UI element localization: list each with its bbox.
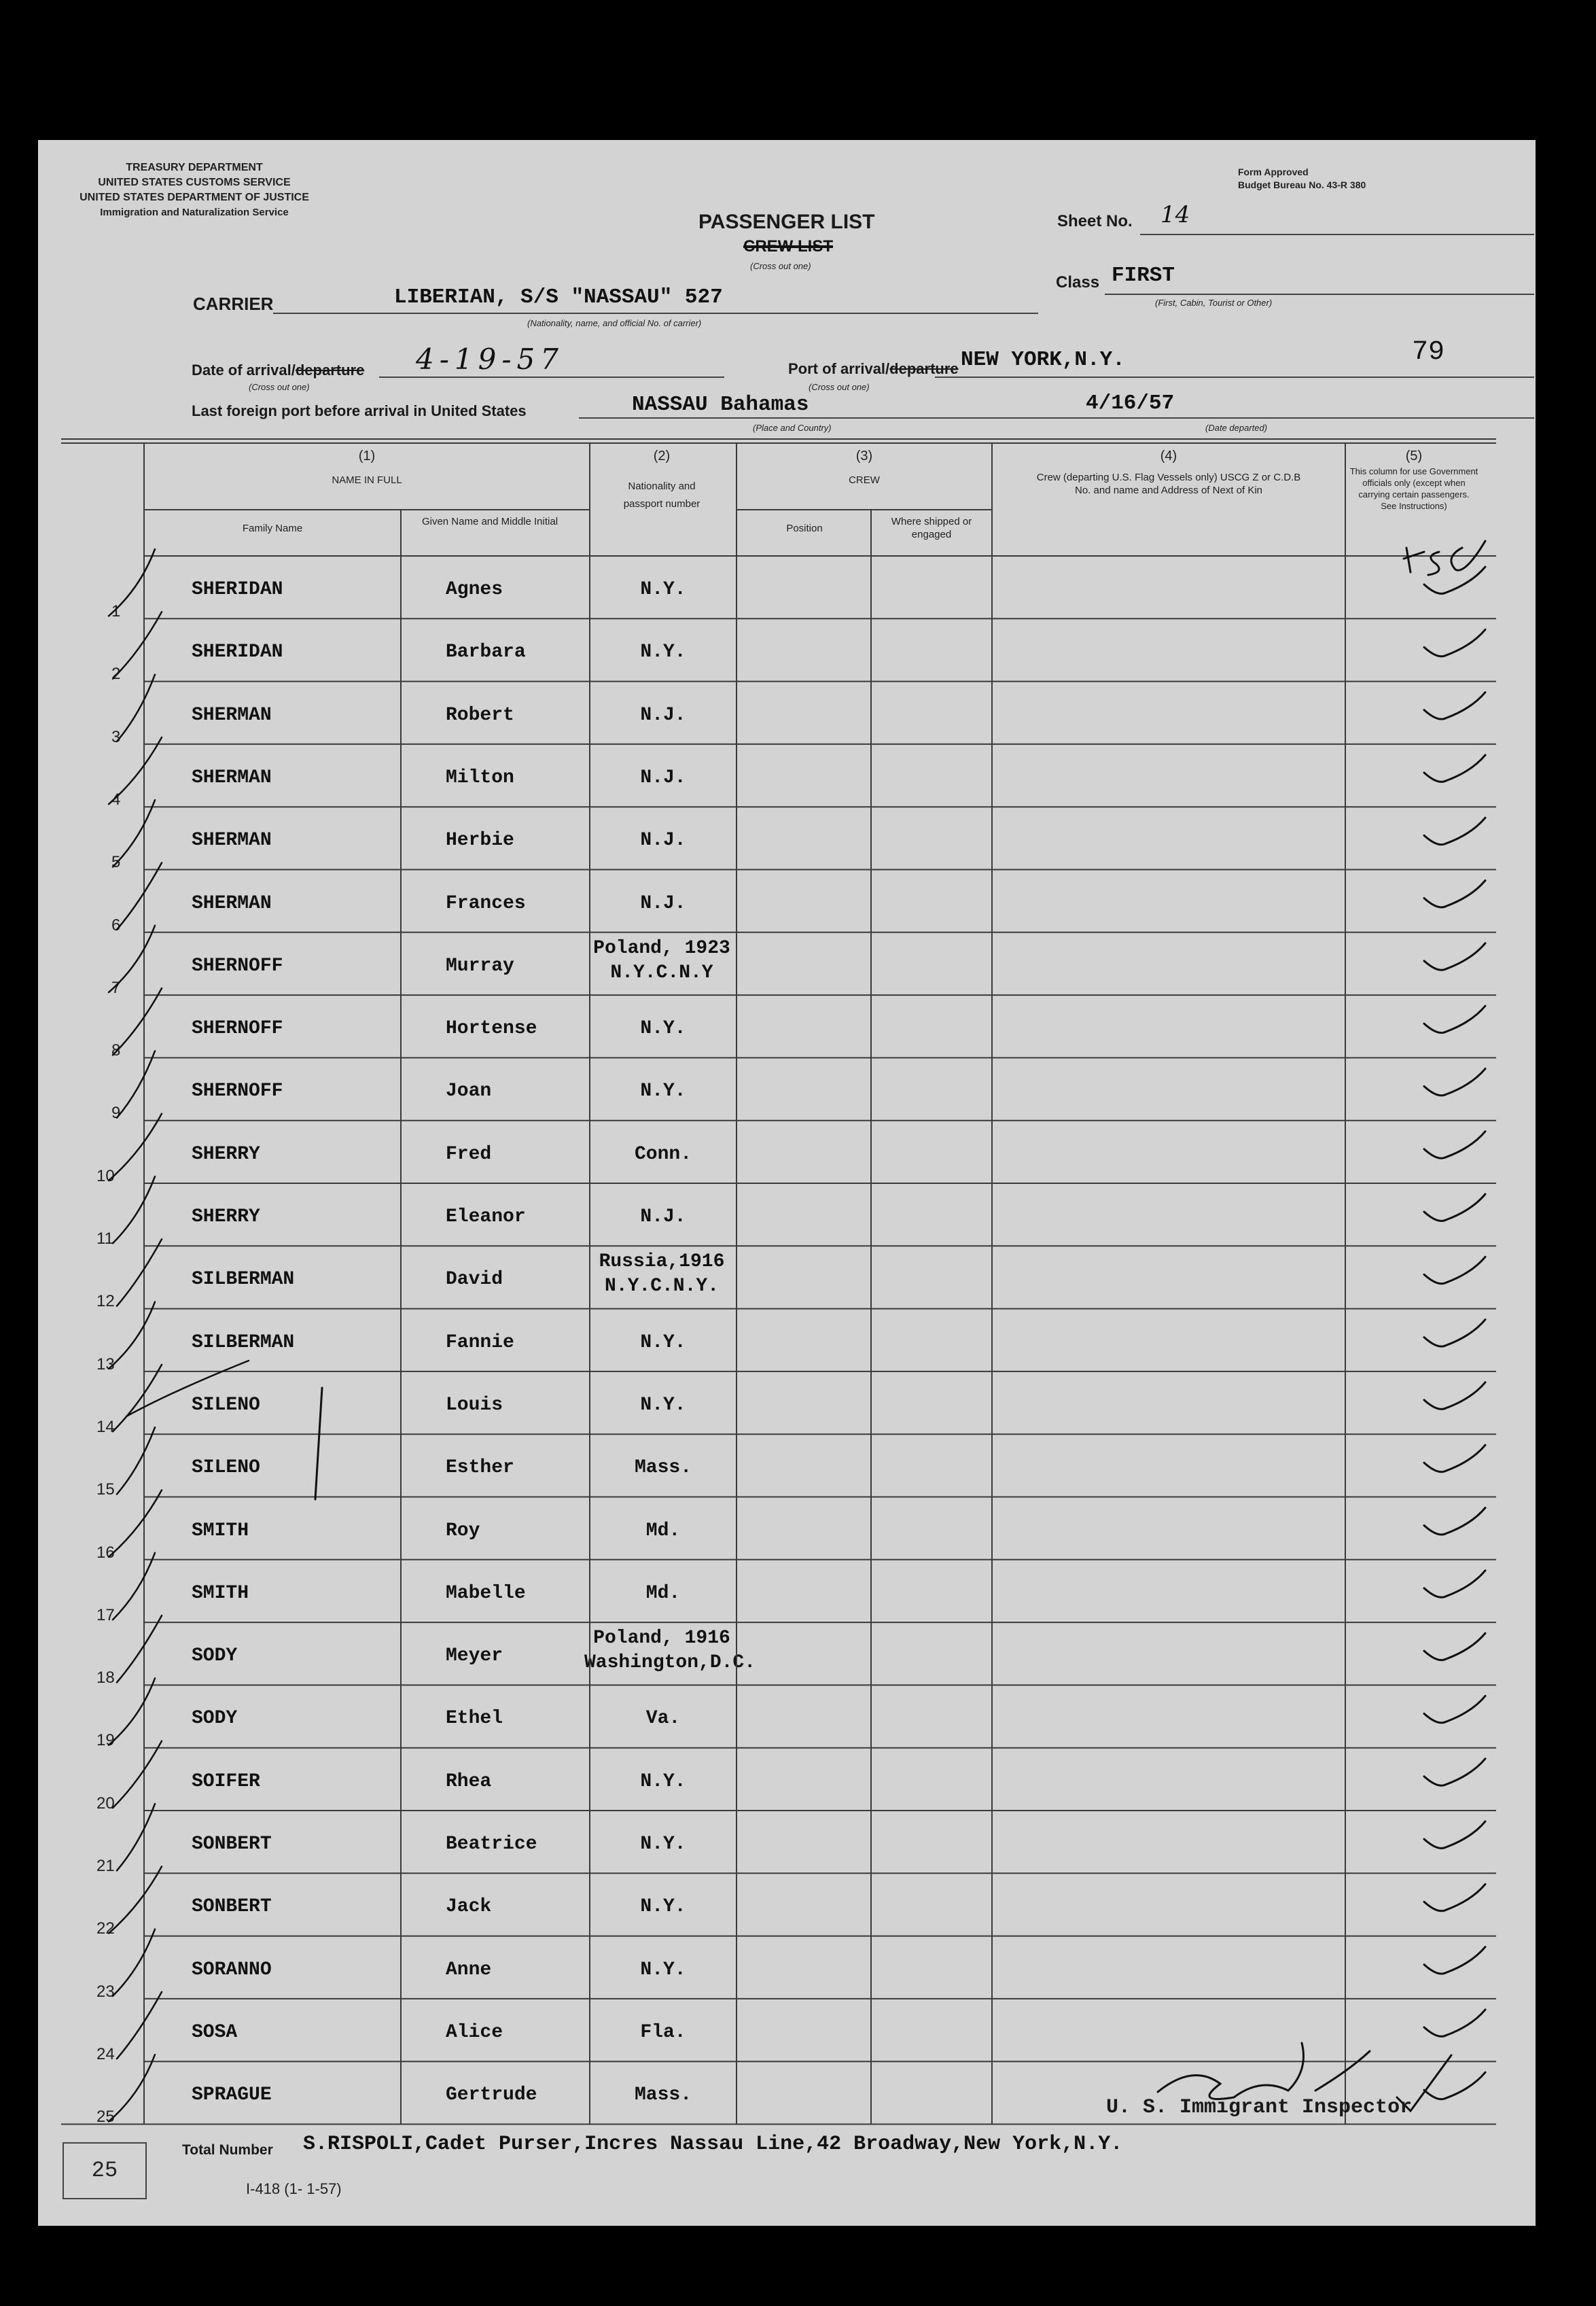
class-label: Class	[1056, 273, 1100, 292]
check-mark	[1424, 1633, 1485, 1660]
row-tick-mark	[117, 1239, 162, 1306]
check-mark	[1424, 1382, 1485, 1409]
page-title: PASSENGER LIST	[698, 211, 875, 233]
family-name: SODY	[192, 1708, 238, 1730]
justice-line: UNITED STATES DEPARTMENT OF JUSTICE	[79, 192, 309, 203]
check-mark	[1424, 1006, 1485, 1033]
row-tick-mark	[117, 1051, 155, 1117]
row-number: 21	[96, 1857, 115, 1875]
row-number: 23	[96, 1982, 115, 2001]
family-name: SORANNO	[192, 1959, 272, 1980]
customs-line: UNITED STATES CUSTOMS SERVICE	[98, 177, 291, 188]
nationality-passport: Russia,1916	[599, 1251, 725, 1273]
date-arrival-label-prefix: Date of arrival/	[192, 362, 296, 379]
given-name: Herbie	[446, 830, 514, 852]
row-tick-mark	[117, 675, 155, 741]
port-arrival-note: (Cross out one)	[809, 382, 870, 392]
row-tick-mark	[113, 800, 155, 867]
sheet-number: 14	[1160, 201, 1190, 228]
nationality: N.J.	[640, 767, 686, 788]
nationality: Mass.	[634, 1457, 692, 1479]
family-name: SHERMAN	[192, 892, 272, 914]
row-tick-mark	[113, 1929, 155, 1996]
nationality-city: N.Y.C.N.Y.	[604, 1276, 720, 1297]
nationality-city: Washington,D.C.	[584, 1652, 756, 1674]
date-arrival-note: (Cross out one)	[249, 382, 310, 392]
row-tick-mark	[117, 1804, 155, 1870]
family-name: SHERNOFF	[192, 1081, 283, 1102]
port-arrival-label-crossed: departure	[889, 360, 959, 377]
carrier-note: (Nationality, name, and official No. of carrier)	[527, 318, 702, 328]
usc-scrawl	[1404, 541, 1485, 575]
row-number: 4	[111, 790, 121, 809]
row-number: 5	[111, 853, 121, 872]
col3-number: (3)	[855, 449, 873, 464]
row-number: 24	[96, 2044, 115, 2063]
col4-title: Crew (departing U.S. Flag Vessels only) USCG Z or C.D.B No. and name and Address of Next of Kin	[1036, 472, 1301, 496]
given-name-header: Given Name and Middle Initial	[421, 516, 558, 527]
nationality: N.Y.	[640, 1834, 686, 1855]
given-name: Jack	[446, 1896, 492, 1918]
nationality: N.Y.	[640, 1896, 686, 1918]
nationality: N.J.	[640, 830, 686, 852]
row-tick-mark	[117, 1615, 162, 1682]
family-name: SONBERT	[192, 1896, 272, 1918]
family-name: SHERMAN	[192, 767, 272, 788]
given-name: Meyer	[446, 1645, 503, 1667]
row-number: 11	[96, 1229, 113, 1248]
given-name: Fred	[446, 1143, 492, 1165]
check-mark	[1424, 881, 1485, 908]
row-number: 22	[96, 1919, 115, 1938]
family-name: SHERRY	[192, 1206, 260, 1227]
row-tick-mark	[113, 988, 162, 1055]
family-name: SILENO	[192, 1394, 260, 1416]
given-name: Murray	[446, 955, 514, 977]
cross-out-note: (Cross out one)	[750, 261, 811, 271]
check-mark	[1424, 1571, 1485, 1598]
nationality: N.Y.	[640, 1394, 686, 1416]
form-number: I-418 (1- 1-57)	[246, 2180, 342, 2197]
family-name: SHERNOFF	[192, 955, 283, 977]
row-number: 19	[96, 1731, 115, 1750]
family-name: SHERMAN	[192, 830, 272, 852]
nationality: Mass.	[634, 2084, 692, 2106]
total-box	[63, 2142, 147, 2199]
col1-title: NAME IN FULL	[332, 474, 402, 486]
class-note: (First, Cabin, Tourist or Other)	[1155, 298, 1273, 308]
check-mark	[1424, 1821, 1485, 1849]
col5-number: (5)	[1405, 449, 1423, 464]
nationality: N.Y.	[640, 1770, 686, 1792]
nationality-city: N.Y.C.N.Y	[610, 962, 713, 983]
check-mark	[1424, 755, 1485, 782]
check-mark	[1424, 567, 1485, 594]
nationality: N.Y.	[640, 1959, 686, 1980]
row-number: 6	[111, 915, 121, 934]
nationality: Conn.	[634, 1143, 692, 1165]
family-name: SHERMAN	[192, 704, 272, 726]
family-name: SPRAGUE	[192, 2084, 272, 2106]
class-value: FIRST	[1112, 264, 1175, 287]
port-arrival-label-prefix: Port of arrival/	[788, 360, 890, 377]
family-name: SHERIDAN	[192, 642, 283, 663]
port-arrival-value: NEW YORK,N.Y.	[961, 348, 1125, 372]
position-header: Position	[786, 523, 823, 534]
last-port-note: (Place and Country)	[753, 423, 832, 433]
where-shipped-header: Where shipped or engaged	[891, 516, 972, 540]
row-tick-mark	[109, 1114, 162, 1181]
nationality: N.Y.	[640, 1018, 686, 1040]
last-port-label: Last foreign port before arrival in United States	[192, 402, 527, 419]
purser-line: S.RISPOLI,Cadet Purser,Incres Nassau Line,42 Broadway,New York,N.Y.	[303, 2133, 1123, 2156]
check-mark	[1424, 2072, 1485, 2099]
col3-title: CREW	[849, 474, 880, 486]
row-number: 18	[96, 1669, 115, 1688]
given-name: Beatrice	[446, 1834, 537, 1855]
date-arrival-label-crossed: departure	[295, 362, 365, 379]
row-tick-mark	[109, 926, 155, 992]
row-number: 20	[96, 1794, 115, 1813]
check-mark	[1424, 693, 1485, 720]
table-grid	[38, 140, 1536, 2226]
row-number: 17	[96, 1605, 115, 1624]
row-number: 12	[96, 1292, 115, 1311]
check-mark	[1424, 1445, 1485, 1472]
col4-number: (4)	[1160, 449, 1177, 464]
check-mark	[1424, 1257, 1485, 1284]
family-name: SMITH	[192, 1520, 249, 1541]
last-port-date-note: (Date departed)	[1205, 423, 1268, 433]
check-mark	[1424, 629, 1485, 657]
family-name: SILBERMAN	[192, 1331, 295, 1353]
row-number: 8	[111, 1041, 121, 1060]
nationality: Va.	[645, 1708, 681, 1730]
check-mark	[1424, 1884, 1485, 1911]
family-name: SMITH	[192, 1582, 249, 1604]
row-number: 7	[111, 978, 121, 997]
check-mark	[1424, 943, 1485, 971]
given-name: Gertrude	[446, 2084, 537, 2106]
last-port-value: NASSAU Bahamas	[632, 393, 809, 417]
ins-line: Immigration and Naturalization Service	[100, 207, 289, 218]
family-name: SOIFER	[192, 1770, 260, 1792]
nationality: N.Y.	[640, 1331, 686, 1353]
check-mark	[1424, 1508, 1485, 1535]
given-name: Frances	[446, 892, 526, 914]
vertical-pen-stroke	[315, 1388, 322, 1499]
row-number: 15	[96, 1480, 115, 1499]
row-number: 9	[111, 1104, 121, 1123]
budget-bureau-line: Budget Bureau No. 43-R 380	[1238, 179, 1366, 190]
row-tick-mark	[109, 2055, 155, 2121]
given-name: Anne	[446, 1959, 492, 1980]
check-mark	[1424, 2010, 1485, 2037]
row-number: 25	[96, 2108, 115, 2127]
passenger-list-form	[38, 140, 1536, 2226]
row-number: 16	[96, 1543, 115, 1562]
check-mark	[1424, 1320, 1485, 1347]
family-name: SHERRY	[192, 1143, 260, 1165]
family-name: SILENO	[192, 1457, 260, 1479]
given-name: Robert	[446, 704, 514, 726]
col2-title: Nationality and passport number	[623, 481, 701, 510]
total-number: 25	[91, 2158, 118, 2183]
form-approved-line: Form Approved	[1238, 167, 1309, 177]
family-name: SOSA	[192, 2021, 238, 2043]
row-number: 13	[96, 1355, 115, 1374]
family-name-header: Family Name	[242, 523, 303, 534]
given-name: Barbara	[446, 642, 526, 663]
given-name: Louis	[446, 1394, 503, 1416]
nationality: N.Y.	[640, 642, 686, 663]
inspector-label: U. S. Immigrant Inspector	[1106, 2096, 1413, 2119]
nationality: N.Y.	[640, 579, 686, 600]
nationality: N.J.	[640, 1206, 686, 1227]
row-tick-mark	[113, 1741, 162, 1808]
check-mark	[1424, 1132, 1485, 1159]
nationality-passport: Poland, 1916	[593, 1628, 730, 1649]
family-name: SONBERT	[192, 1834, 272, 1855]
col2-number: (2)	[653, 449, 671, 464]
page-count: 79	[1412, 337, 1445, 368]
row-tick-mark	[113, 612, 162, 678]
row-tick-mark	[113, 1365, 162, 1431]
row-tick-mark	[109, 1490, 162, 1557]
last-port-date: 4/16/57	[1086, 391, 1175, 415]
given-name: Milton	[446, 767, 514, 788]
family-name: SHERIDAN	[192, 579, 283, 600]
nationality: Md.	[645, 1520, 681, 1541]
row-number: 14	[96, 1417, 115, 1436]
given-name: Eleanor	[446, 1206, 526, 1227]
crew-list-crossed: CREW LIST	[743, 237, 833, 256]
carrier-label: CARRIER	[193, 294, 274, 314]
given-name: Fannie	[446, 1331, 514, 1353]
check-mark	[1424, 1759, 1485, 1786]
row-number: 3	[111, 727, 121, 746]
row-tick-mark	[109, 1302, 155, 1369]
given-name: Mabelle	[446, 1582, 526, 1604]
row-number: 10	[96, 1166, 115, 1185]
row-tick-mark	[109, 737, 162, 804]
given-name: David	[446, 1269, 503, 1291]
nationality: N.J.	[640, 704, 686, 726]
given-name: Alice	[446, 2021, 503, 2043]
row-number: 2	[111, 665, 121, 684]
check-mark	[1424, 1696, 1485, 1723]
total-label: Total Number	[182, 2142, 273, 2158]
nationality: N.Y.	[640, 1081, 686, 1102]
date-arrival-value: 4-19-57	[416, 343, 564, 376]
row-tick-mark	[109, 1866, 162, 1933]
given-name: Agnes	[446, 579, 503, 600]
treasury-line: TREASURY DEPARTMENT	[126, 162, 263, 173]
col5-title: This column for use Government officials only (except when carrying certain passengers. See Instructions)	[1349, 466, 1478, 511]
nationality: N.J.	[640, 892, 686, 914]
row-tick-mark	[109, 1678, 155, 1745]
row-tick-mark	[113, 1553, 155, 1620]
given-name: Roy	[446, 1520, 480, 1541]
given-name: Hortense	[446, 1018, 537, 1040]
row-number: 1	[111, 602, 121, 621]
row-tick-mark	[117, 1427, 155, 1494]
given-name: Ethel	[446, 1708, 503, 1730]
row-tick-mark	[117, 1992, 162, 2059]
family-name: SODY	[192, 1645, 238, 1667]
nationality-passport: Poland, 1923	[593, 937, 730, 959]
family-name: SHERNOFF	[192, 1018, 283, 1040]
check-mark	[1424, 1947, 1485, 1974]
given-name: Esther	[446, 1457, 514, 1479]
row-tick-mark	[109, 549, 155, 616]
row-tick-mark	[113, 1176, 155, 1243]
sheet-label: Sheet No.	[1057, 212, 1133, 230]
row-tick-mark	[117, 863, 162, 930]
carrier-value: LIBERIAN, S/S "NASSAU" 527	[394, 285, 723, 309]
given-name: Rhea	[446, 1770, 492, 1792]
given-name: Joan	[446, 1081, 492, 1102]
nationality: Md.	[645, 1582, 681, 1604]
col1-number: (1)	[358, 449, 376, 464]
check-mark	[1424, 818, 1485, 845]
nationality: Fla.	[640, 2021, 686, 2043]
check-mark	[1424, 1194, 1485, 1221]
check-mark	[1424, 1068, 1485, 1096]
family-name: SILBERMAN	[192, 1269, 295, 1291]
